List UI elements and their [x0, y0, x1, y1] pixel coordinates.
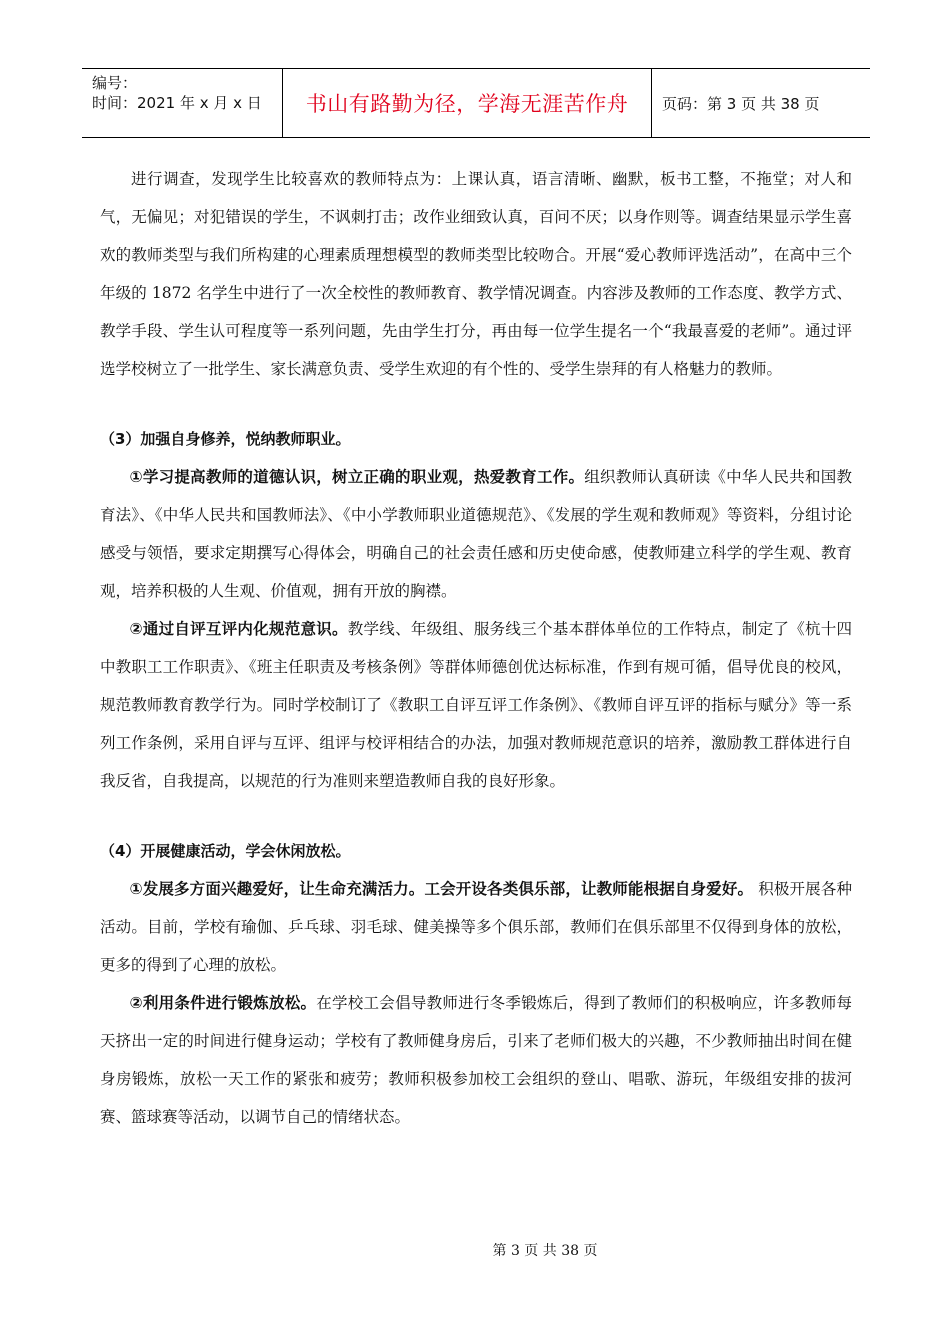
paragraph-survey: 进行调查，发现学生比较喜欢的教师特点为：上课认真，语言清晰、幽默，板书工整，不拖堂；对人和气，无偏见；对犯错误的学生，不讽刺打击；改作业细致认真，百问不厌；以身作则等。调查结果显示学生喜欢的教师类型与我们所构建的心理素质理想模型的教师类型比较吻合。开展“爱心教师评选活动”，在高中三个年级的 1872 名学生中进行了一次全校性的教师教育、教学情况调查。内容涉及教师的工作态度、教学方式、教学手段、学生认可程度等一系列问题，先由学生打分，再由每一位学生提名一个“我最喜爱的老师”。通过评选学校树立了一批学生、家长满意负责、受学生欢迎的有个性的、受学生崇拜的有人格魅力的教师。	[100, 170, 852, 378]
header-motto: 书山有路勤为径，学海无涯苦作舟	[282, 69, 652, 137]
header-page-info: 页码：第 3 页 共 38 页	[662, 94, 820, 113]
subheading-exercise: ②利用条件进行锻炼放松。	[129, 994, 317, 1012]
moral-study-text: 组织教师认真研读《中华人民共和国教育法》、《中华人民共和国教师法》、《中小学教师职业道德规范》、《发展的学生观和教师观》等资料，分组讨论感受与领悟，要求定期撰写心得体会，明确自己的社会责任感和历史使命感，使教师建立科学的学生观、教育观，培养积极的人生观、价值观，拥有开放的胸襟。	[100, 468, 852, 600]
section-heading-4: （4）开展健康活动，学会休闲放松。	[100, 842, 351, 860]
page-footer: 第 3 页 共 38 页	[492, 1243, 598, 1259]
paragraph-moral-study	[100, 458, 852, 610]
page-header	[82, 68, 870, 138]
exercise-text: 在学校工会倡导教师进行冬季锻炼后，得到了教师们的积极响应，许多教师每天挤出一定的时间进行健身运动；学校有了教师健身房后，引来了老师们极大的兴趣，不少教师抽出时间在健身房锻炼，放松一天工作的紧张和疲劳；教师积极参加校工会组织的登山、唱歌、游玩，年级组安排的拔河赛、篮球赛等活动，以调节自己的情绪状态。	[100, 994, 852, 1126]
paragraph-exercise	[100, 984, 852, 1136]
paragraph-hobbies	[100, 870, 852, 984]
date-label: 时间：2021 年 x 月 x 日	[92, 94, 262, 112]
subheading-moral-study: ①学习提高教师的道德认识，树立正确的职业观，热爱教育工作。	[129, 468, 585, 486]
subheading-hobbies: ①发展多方面兴趣爱好，让生命充满活力。工会开设各类俱乐部，让教师能根据自身爱好。	[129, 880, 754, 898]
self-review-text: 教学线、年级组、服务线三个基本群体单位的工作特点，制定了《杭十四中教职工工作职责》、《班主任职责及考核条例》等群体师德创优达标标准，作到有规可循，倡导优良的校风，规范教师教育教学行为。同时学校制订了《教职工自评互评工作条例》、《教师自评互评的指标与赋分》等一系列工作条例，采用自评与互评、组评与校评相结合的办法，加强对教师规范意识的培养，激励教工群体进行自我反省，自我提高，以规范的行为准则来塑造教师自我的良好形象。	[100, 620, 852, 790]
serial-label: 编号：	[92, 74, 138, 92]
document-body	[100, 160, 852, 1136]
subheading-self-review: ②通过自评互评内化规范意识。	[129, 620, 348, 638]
header-meta	[82, 69, 282, 137]
paragraph-self-review	[100, 610, 852, 800]
hobbies-text: 积极开展各种活动。目前，学校有瑜伽、乒乓球、羽毛球、健美操等多个俱乐部，教师们在俱乐部里不仅得到身体的放松，更多的得到了心理的放松。	[100, 880, 852, 974]
section-heading-3: （3）加强自身修养，悦纳教师职业。	[100, 430, 351, 448]
